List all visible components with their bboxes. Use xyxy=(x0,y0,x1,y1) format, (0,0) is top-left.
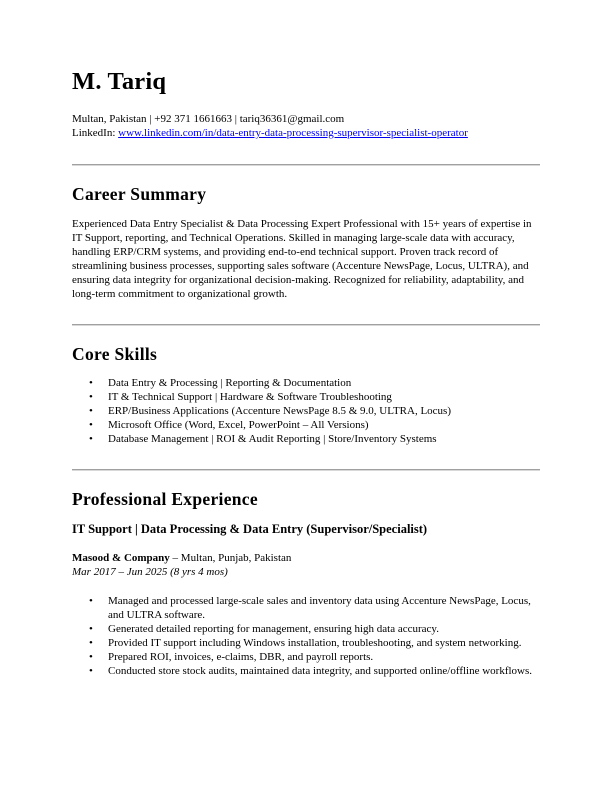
job-bullets xyxy=(72,594,542,678)
company-name: Masood & Company xyxy=(72,552,170,564)
linkedin-label: LinkedIn: xyxy=(72,127,119,139)
contact-line xyxy=(72,112,468,126)
job-role: IT Support | Data Processing & Data Entry (Supervisor/Specialist) xyxy=(72,522,428,536)
linkedin-line xyxy=(72,126,468,140)
email: tariq36361@gmail.com xyxy=(239,113,345,125)
separator: | xyxy=(231,113,240,125)
career-summary-heading: Career Summary xyxy=(72,184,207,204)
bullet-icon: • xyxy=(89,651,93,663)
list-item: • Data Entry & Processing | Reporting & Documentation xyxy=(89,377,352,389)
career-summary-text: Experienced Data Entry Specialist & Data Processing Expert Professional with 15+ years of expertise in IT Support, reporting, and Technical Operations. Skilled in managing large-scale data with accuracy, handling ERP/CRM systems, and providing end-to-end technical support. Proven track record of streamlining business processes, supporting sales software (Accenture NewsPage, Locus, ULTRA), and ensuring data integrity for organizational decision-making. Recognized for reliability, adaptability, and long-term commitment to organizational growth. xyxy=(72,218,532,300)
core-skills-heading: Core Skills xyxy=(72,344,158,364)
bullet-icon: • xyxy=(89,405,93,417)
bullet-icon: • xyxy=(89,377,93,389)
company-line: Masood & Company – Multan, Punjab, Pakistan xyxy=(72,552,292,564)
list-item: • Generated detailed reporting for management, ensuring high data accuracy. xyxy=(89,623,439,635)
bullet-icon: • xyxy=(89,623,93,635)
section-divider xyxy=(72,164,540,166)
bullet-icon: • xyxy=(89,637,93,649)
contact-block xyxy=(72,112,468,140)
company-location: Multan, Punjab, Pakistan xyxy=(180,552,292,564)
experience-heading: Professional Experience xyxy=(72,489,258,509)
core-skills-list xyxy=(72,376,542,446)
list-item: • Provided IT support including Windows installation, troubleshooting, and system networking. xyxy=(89,637,522,649)
list-item: • ERP/Business Applications (Accenture NewsPage 8.5 & 9.0, ULTRA, Locus) xyxy=(89,405,451,417)
job-dates: Mar 2017 – Jun 2025 (8 yrs 4 mos) xyxy=(72,566,228,578)
list-item: • Conducted store stock audits, maintained data integrity, and supported online/offline workflows. xyxy=(89,665,533,677)
list-item: • IT & Technical Support | Hardware & Software Troubleshooting xyxy=(89,391,392,403)
list-item: • Database Management | ROI & Audit Reporting | Store/Inventory Systems xyxy=(89,433,437,445)
list-item: • Microsoft Office (Word, Excel, PowerPoint – All Versions) xyxy=(89,419,369,431)
section-divider xyxy=(72,469,540,471)
phone: +92 371 1661663 xyxy=(154,113,232,125)
bullet-icon: • xyxy=(89,419,93,431)
bullet-icon: • xyxy=(89,391,93,403)
list-item: • Prepared ROI, invoices, e-claims, DBR, and payroll reports. xyxy=(89,651,374,663)
separator: | xyxy=(146,113,155,125)
bullet-icon: • xyxy=(89,433,93,445)
bullet-icon: • xyxy=(89,665,93,677)
linkedin-link[interactable]: www.linkedin.com/in/data-entry-data-processing-supervisor-specialist-operator xyxy=(118,127,468,139)
candidate-name: M. Tariq xyxy=(72,68,167,95)
section-divider xyxy=(72,324,540,326)
list-item: • Managed and processed large-scale sales and inventory data using Accenture NewsPage, Locus, and ULTRA software. xyxy=(89,595,531,621)
location: Multan, Pakistan xyxy=(72,113,147,125)
bullet-icon: • xyxy=(89,595,93,607)
